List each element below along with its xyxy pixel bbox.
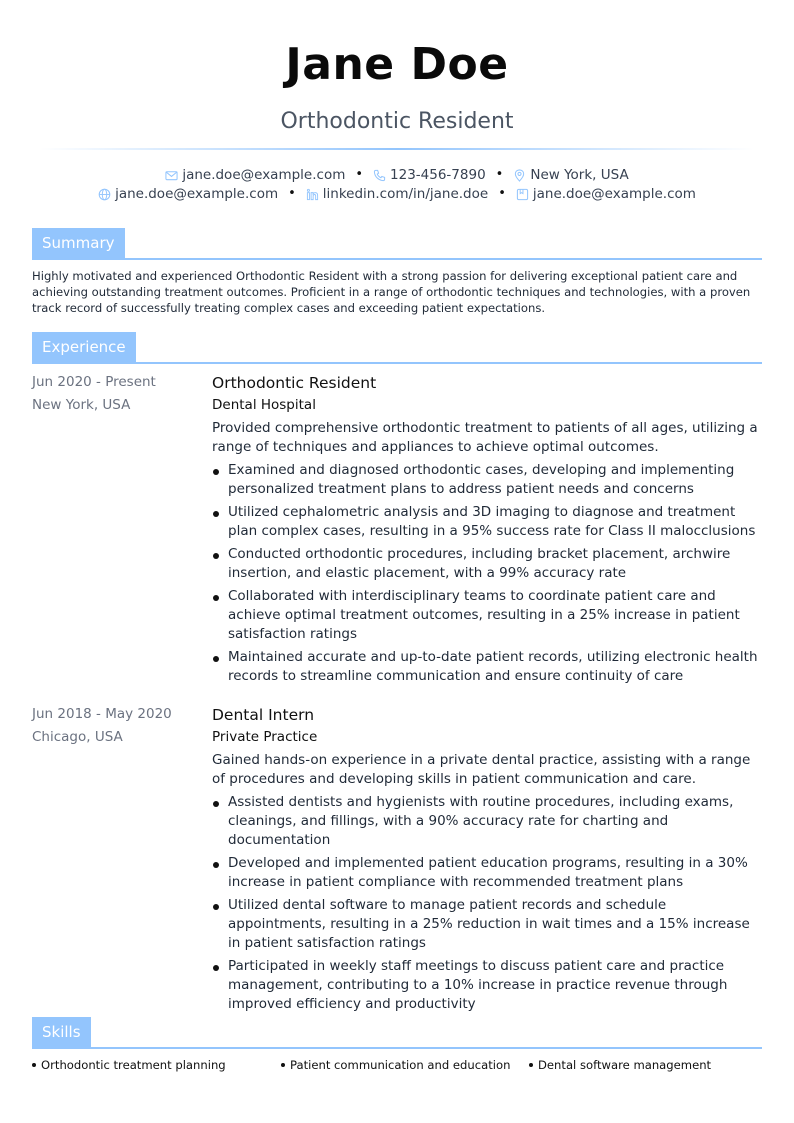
achievement-item: Participated in weekly staff meetings to discuss patient care and practice management, contributing to a 10% increase in practice revenue through improved efficiency and productivity: [212, 957, 764, 1014]
contact-portfolio[interactable]: [516, 185, 696, 203]
experience-meta: [32, 703, 202, 749]
achievement-item: Maintained accurate and up-to-date patient records, utilizing electronic health records to streamline communication and ensure continuity of care: [212, 648, 764, 686]
candidate-name: Jane Doe: [285, 39, 509, 90]
skill-item: Patient communication and education: [281, 1057, 510, 1073]
separator-dot: •: [498, 186, 506, 201]
achievement-item: Conducted orthodontic procedures, including bracket placement, archwire insertion, and elastic placement, with a 99% accuracy rate: [212, 545, 764, 583]
experience-details: [212, 371, 764, 690]
contact-portfolio-text: jane.doe@example.com: [532, 186, 696, 202]
job-title: Dental Intern: [212, 706, 315, 724]
bullet-icon: [213, 656, 219, 662]
bullet-icon: [32, 1063, 36, 1067]
location-icon: [513, 169, 526, 182]
separator-dot: •: [495, 167, 504, 182]
achievement-item: Developed and implemented patient education programs, resulting in a 30% increase in patient compliance with recommended treatment plans: [212, 854, 764, 892]
candidate-role: Orthodontic Resident: [280, 109, 514, 134]
achievement-item: Examined and diagnosed orthodontic cases, developing and implementing personalized treatment plans to address patient needs and concerns: [212, 461, 764, 499]
bullet-icon: [213, 904, 219, 910]
linkedin-icon: [306, 188, 319, 201]
phone-icon: [373, 169, 386, 182]
achievement-item: Utilized cephalometric analysis and 3D imaging to diagnose and treatment plan complex cases, resulting in a 95% success rate for Class II malocclusions: [212, 503, 764, 541]
bullet-icon: [529, 1063, 533, 1067]
contact-location: [513, 166, 628, 184]
job-title: Orthodontic Resident: [212, 374, 377, 392]
contact-row-secondary: [0, 185, 794, 203]
skill-item: Orthodontic treatment planning: [32, 1057, 226, 1073]
mail-icon: [165, 169, 178, 182]
bullet-icon: [213, 553, 219, 559]
experience-dates: Jun 2018 - May 2020: [32, 706, 172, 722]
portfolio-icon: [516, 188, 529, 201]
contact-linkedin-text: linkedin.com/in/jane.doe: [322, 186, 489, 202]
contact-website[interactable]: [98, 185, 278, 203]
globe-icon: [98, 188, 111, 201]
experience-details: [212, 703, 764, 1018]
experience-dates: Jun 2020 - Present: [32, 374, 156, 390]
summary-text: Highly motivated and experienced Orthodontic Resident with a strong passion for delivering exceptional patient care and achieving outstanding treatment outcomes. Proficient in a range of orthodontic techniques and technologies, with a proven track record of successfully treating complex cases and exceeding patient expectations.: [32, 269, 751, 315]
contact-email-text: jane.doe@example.com: [182, 167, 346, 183]
section-title-experience: Experience: [32, 332, 136, 363]
bullet-icon: [213, 801, 219, 807]
contact-phone-text: 123-456-7890: [390, 167, 486, 183]
experience-meta: [32, 371, 202, 417]
section-rule: [32, 362, 762, 364]
contact-email[interactable]: [165, 166, 345, 184]
separator-dot: •: [288, 186, 296, 201]
achievement-list: [212, 461, 764, 686]
header-divider: [40, 148, 754, 150]
achievement-item: Utilized dental software to manage patient records and schedule appointments, resulting in a 25% reduction in wait times and a 15% increase in patient satisfaction ratings: [212, 896, 764, 953]
section-title-summary: Summary: [32, 228, 125, 259]
contact-linkedin[interactable]: [306, 185, 488, 203]
job-description: Provided comprehensive orthodontic treatment to patients of all ages, utilizing a range of techniques and appliances to achieve optimal outcomes.: [212, 420, 758, 455]
section-header-summary: [32, 228, 762, 260]
bullet-icon: [281, 1063, 285, 1067]
contact-location-text: New York, USA: [530, 167, 629, 183]
bullet-icon: [213, 469, 219, 475]
section-header-experience: [32, 332, 762, 364]
company-name: Private Practice: [212, 729, 318, 745]
bullet-icon: [213, 595, 219, 601]
separator-dot: •: [355, 167, 364, 182]
section-header-skills: [32, 1017, 762, 1049]
job-description: Gained hands-on experience in a private dental practice, assisting with a range of procedures and developing skills in patient communication and care.: [212, 752, 751, 787]
bullet-icon: [213, 965, 219, 971]
contact-website-text: jane.doe@example.com: [115, 186, 279, 202]
contact-row-primary: [0, 166, 794, 184]
achievement-list: [212, 793, 764, 1014]
section-title-skills: Skills: [32, 1017, 91, 1048]
achievement-item: Collaborated with interdisciplinary teams to coordinate patient care and achieve optimal treatment outcomes, resulting in a 25% increase in patient satisfaction ratings: [212, 587, 764, 644]
bullet-icon: [213, 511, 219, 517]
section-rule: [32, 1047, 762, 1049]
contact-phone[interactable]: [373, 166, 486, 184]
skill-item: Dental software management: [529, 1057, 711, 1073]
section-rule: [32, 258, 762, 260]
experience-location: New York, USA: [32, 397, 131, 413]
company-name: Dental Hospital: [212, 397, 316, 413]
achievement-item: Assisted dentists and hygienists with routine procedures, including exams, cleanings, and fillings, with a 90% accuracy rate for charting and documentation: [212, 793, 764, 850]
bullet-icon: [213, 862, 219, 868]
experience-location: Chicago, USA: [32, 729, 123, 745]
